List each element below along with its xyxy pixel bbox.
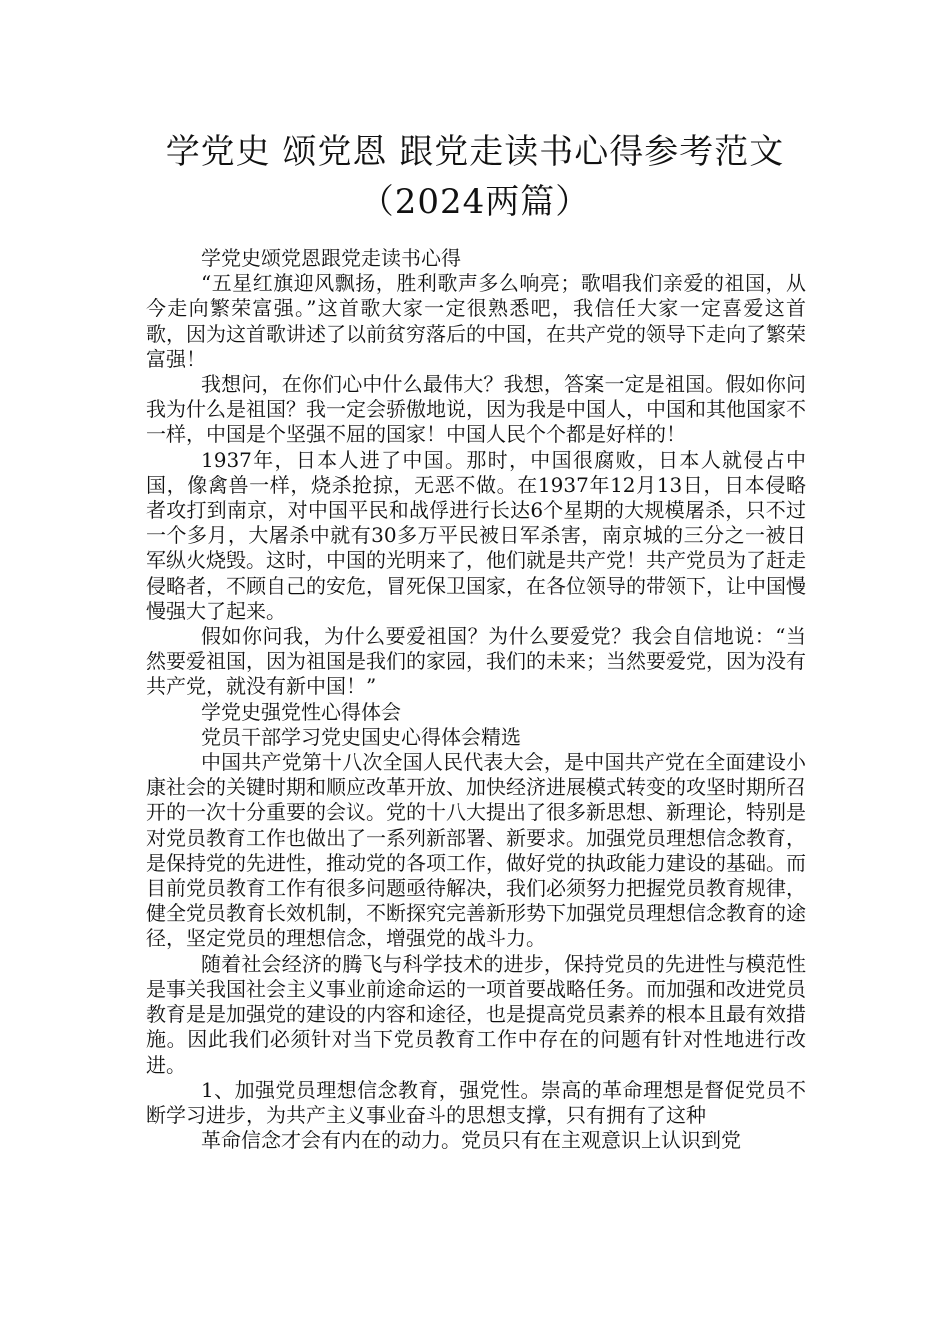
paragraph: 随着社会经济的腾飞与科学技术的进步，保持党员的先进性与模范性是事关我国社会主义事业前途命运的一项首要战略任务。而加强和改进党员教育是是加强党的建设的内容和途径，也是提高党员素养的根本且最有效措施。因此我们必须针对当下党员教育工作中存在的问题有针对性地进行改进。 bbox=[146, 951, 806, 1077]
paragraph: 革命信念才会有内在的动力。党员只有在主观意识上认识到党 bbox=[201, 1128, 741, 1153]
paragraph: 我想问，在你们心中什么最伟大？我想，答案一定是祖国。假如你问我为什么是祖国？我一定会骄傲地说，因为我是中国人，中国和其他国家不一样，中国是个坚强不屈的国家！中国人民个个都是好样的！ bbox=[146, 372, 806, 447]
paragraph: 1937年，日本人进了中国。那时，中国很腐败，日本人就侵占中国，像禽兽一样，烧杀抢掠，无恶不做。在1937年12月13日，日本侵略者攻打到南京，对中国平民和战俘进行长达6个星期的大规模屠杀，只不过一个多月，大屠杀中就有30多万平民被日军杀害，南京城的三分之一被日军纵火烧毁。这时，中国的光明来了，他们就是共产党！共产党员为了赶走侵略者，不顾自己的安危，冒死保卫国家，在各位领导的带领下，让中国慢慢强大了起来。 bbox=[146, 447, 806, 623]
paragraph: 假如你问我，为什么要爱祖国？为什么要爱党？我会自信地说：“当然要爱祖国，因为祖国是我们的家园，我们的未来；当然要爱党，因为没有共产党，就没有新中国！” bbox=[146, 624, 806, 699]
section-heading-3: 党员干部学习党史国史心得体会精选 bbox=[201, 724, 521, 749]
paragraph: “五星红旗迎风飘扬，胜利歌声多么响亮；歌唱我们亲爱的祖国，从今走向繁荣富强。”这首歌大家一定很熟悉吧，我信任大家一定喜爱这首歌，因为这首歌讲述了以前贫穷落后的中国，在共产党的领导下走向了繁荣富强！ bbox=[146, 271, 806, 371]
document-title-line-1: 学党史 颂党恩 跟党走读书心得参考范文 bbox=[165, 132, 785, 172]
document-title-line-2: （2024两篇） bbox=[359, 182, 591, 222]
paragraph: 中国共产党第十八次全国人民代表大会，是中国共产党在全面建设小康社会的关键时期和顺应改革开放、加快经济进展模式转变的攻坚时期所召开的一次十分重要的会议。党的十八大提出了很多新思想、新理论，特别是对党员教育工作也做出了一系列新部署、新要求。加强党员理想信念教育，是保持党的先进性，推动党的各项工作，做好党的执政能力建设的基础。而目前党员教育工作有很多问题亟待解决，我们必须努力把握党员教育规律，健全党员教育长效机制，不断探究完善新形势下加强党员理想信念教育的途径，坚定党员的理想信念，增强党的战斗力。 bbox=[146, 750, 806, 951]
section-heading-2: 学党史强党性心得体会 bbox=[201, 699, 401, 724]
document-body bbox=[146, 246, 806, 1153]
section-heading-1: 学党史颂党恩跟党走读书心得 bbox=[201, 246, 461, 270]
paragraph: 1、加强党员理想信念教育，强党性。崇高的革命理想是督促党员不断学习进步，为共产主义事业奋斗的思想支撑，只有拥有了这种 bbox=[146, 1077, 806, 1127]
